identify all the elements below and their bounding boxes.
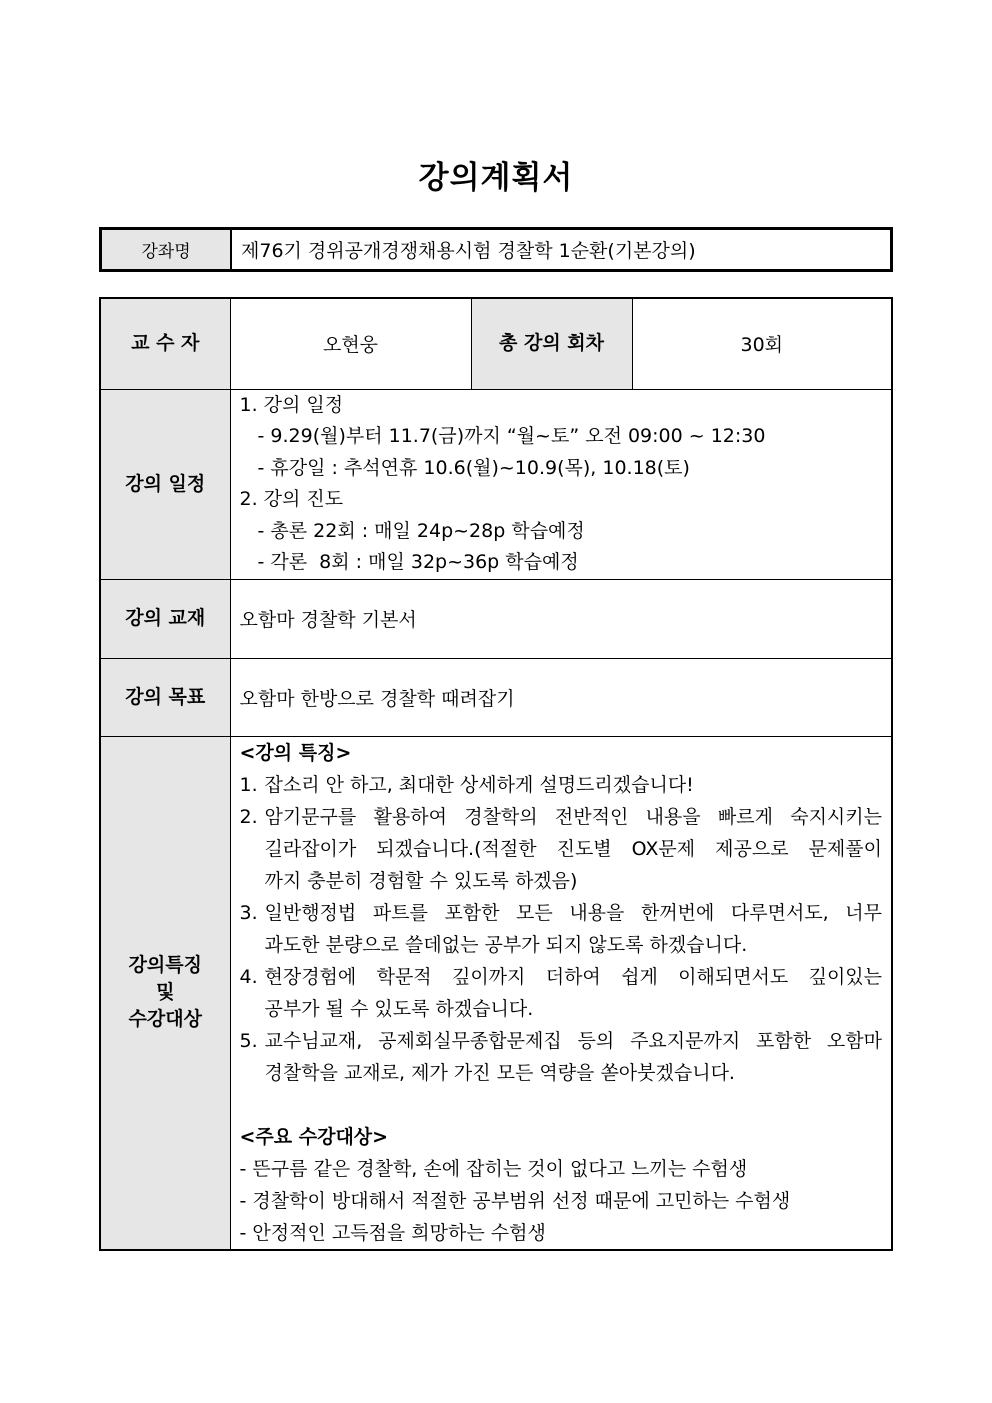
goal-label: 강의 목표 <box>100 658 230 736</box>
feature-number: 5. <box>239 1029 258 1052</box>
feature-text: 경찰학을 교재로, 제가 가진 모든 역량을 쏟아붓겠습니다. <box>264 1061 735 1084</box>
features-label <box>100 736 230 1250</box>
textbook-label: 강의 교재 <box>100 579 230 658</box>
feature-text: 잡소리 안 하고, 최대한 상세하게 설명드리겠습니다! <box>264 773 694 796</box>
feature-item <box>240 1025 883 1057</box>
feature-number: 2. <box>239 805 258 828</box>
instructor-label: 교 수 자 <box>100 298 230 389</box>
schedule-label: 강의 일정 <box>100 389 230 579</box>
feature-number: 3. <box>239 901 258 924</box>
feature-text: 길라잡이가 되겠습니다.(적절한 진도별 OX문제 제공으로 문제풀이 <box>264 837 882 860</box>
feature-item <box>240 961 883 993</box>
textbook-row <box>100 579 892 658</box>
course-label: 강좌명 <box>101 229 232 271</box>
target-heading: <주요 수강대상> <box>239 1125 389 1148</box>
course-name-table <box>99 227 893 272</box>
feature-text: 일반행정법 파트를 포함한 모든 내용을 한꺼번에 다루면서도, 너무 <box>264 901 882 924</box>
schedule-line: - 각론 8회 : 매일 32p~36p 학습예정 <box>257 551 579 573</box>
syllabus-table <box>99 297 893 1251</box>
schedule-line: - 총론 22회 : 매일 24p~28p 학습예정 <box>257 519 585 542</box>
schedule-line: 1. 강의 일정 <box>239 393 344 416</box>
feature-text: 까지 충분히 경험할 수 있도록 하겠음) <box>264 869 578 892</box>
feature-text: 암기문구를 활용하여 경찰학의 전반적인 내용을 빠르게 숙지시키는 <box>264 805 882 828</box>
sessions-value: 30회 <box>632 298 892 389</box>
goal-row <box>100 658 892 736</box>
feature-item-continued <box>240 929 883 961</box>
feature-item <box>240 769 883 801</box>
feature-number: 1. <box>239 773 258 796</box>
features-label-line: 수강대상 <box>128 1008 202 1030</box>
schedule-content <box>230 389 892 579</box>
feature-text: 공부가 될 수 있도록 하겠습니다. <box>264 997 534 1020</box>
feature-text: 과도한 분량으로 쓸데없는 공부가 되지 않도록 하겠습니다. <box>264 933 748 956</box>
feature-item-continued <box>240 1057 883 1089</box>
feature-number: 4. <box>239 965 258 988</box>
schedule-row <box>100 389 892 579</box>
features-label-line: 강의특징 <box>128 954 202 976</box>
target-item: - 뜬구름 같은 경찰학, 손에 잡히는 것이 없다고 느끼는 수험생 <box>239 1157 748 1180</box>
features-heading: <강의 특징> <box>239 741 352 764</box>
schedule-line: - 휴강일 : 추석연휴 10.6(월)~10.9(목), 10.18(토) <box>257 456 690 479</box>
feature-item-continued <box>240 833 883 865</box>
feature-item <box>240 801 883 833</box>
schedule-line: - 9.29(월)부터 11.7(금)까지 “월~토” 오전 09:00 ~ 12:30 <box>257 425 766 447</box>
target-item: - 안정적인 고득점을 희망하는 수험생 <box>239 1221 546 1244</box>
target-item: - 경찰학이 방대해서 적절한 공부범위 선정 때문에 고민하는 수험생 <box>239 1189 791 1212</box>
features-row <box>100 736 892 1250</box>
feature-text: 교수님교재, 공제회실무종합문제집 등의 주요지문까지 포함한 오함마 <box>264 1029 882 1052</box>
schedule-line: 2. 강의 진도 <box>239 488 344 510</box>
course-value: 제76기 경위공개경쟁채용시험 경찰학 1순환(기본강의) <box>231 229 892 271</box>
instructor-row <box>100 298 892 389</box>
feature-item-continued <box>240 865 883 897</box>
goal-value: 오함마 한방으로 경찰학 때려잡기 <box>230 658 892 736</box>
feature-text: 현장경험에 학문적 깊이까지 더하여 쉽게 이해되면서도 깊이있는 <box>264 965 882 988</box>
textbook-value: 오함마 경찰학 기본서 <box>230 579 892 658</box>
page-title: 강의계획서 <box>418 160 574 196</box>
features-content <box>230 736 892 1250</box>
instructor-name: 오현웅 <box>230 298 471 389</box>
features-label-line: 및 <box>156 981 175 1003</box>
feature-item <box>240 897 883 929</box>
sessions-label: 총 강의 회차 <box>471 298 632 389</box>
spacer <box>240 1089 883 1121</box>
feature-item-continued <box>240 993 883 1025</box>
